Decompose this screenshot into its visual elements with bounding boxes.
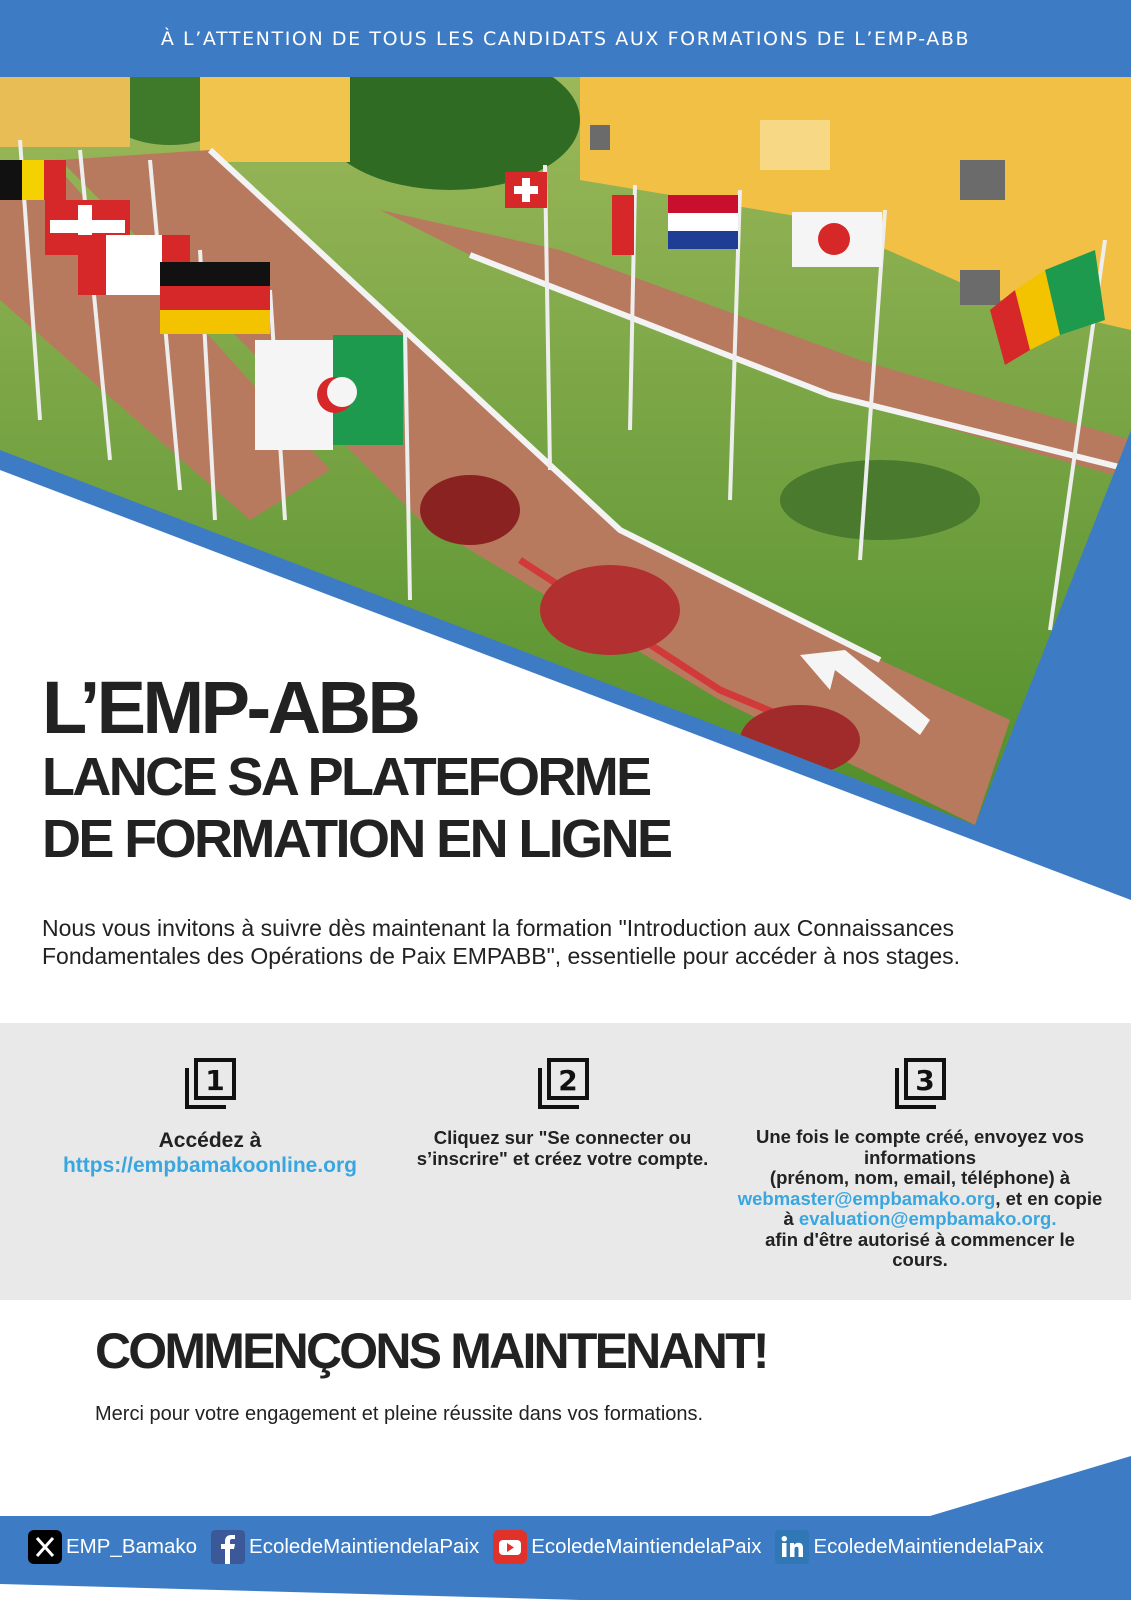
social-facebook[interactable] bbox=[211, 1530, 479, 1564]
social-x-handle: EMP_Bamako bbox=[66, 1535, 198, 1558]
webmaster-email-link[interactable]: webmaster@empbamako.org bbox=[737, 1187, 996, 1209]
step-number-1: 1 bbox=[205, 1064, 225, 1097]
facebook-icon bbox=[211, 1530, 245, 1564]
step-3 bbox=[735, 1057, 1105, 1271]
footer-background bbox=[0, 1450, 1131, 1600]
headline-line-2: LANCE SA PLATEFORME bbox=[42, 747, 650, 807]
social-x[interactable] bbox=[28, 1530, 197, 1564]
intro-paragraph bbox=[42, 914, 1102, 970]
social-facebook-handle: EcoledeMaintiendelaPaix bbox=[249, 1535, 480, 1558]
intro-line-2: Fondamentales des Opérations de Paix EMPABB", essentielle pour accéder à nos stages. bbox=[42, 943, 961, 969]
steps-section bbox=[0, 1023, 1131, 1300]
cta-title: COMMENÇONS MAINTENANT! bbox=[95, 1323, 767, 1379]
step-2-text: Cliquez sur "Se connecter ou s’inscrire" et créez votre compte. bbox=[416, 1127, 709, 1169]
filter-1-icon bbox=[183, 1057, 237, 1111]
headline bbox=[42, 666, 671, 870]
platform-link[interactable]: https://empbamakoonline.org bbox=[62, 1154, 358, 1177]
social-youtube[interactable] bbox=[493, 1530, 761, 1564]
social-youtube-handle: EcoledeMaintiendelaPaix bbox=[531, 1535, 762, 1558]
x-twitter-icon bbox=[28, 1530, 62, 1564]
intro-line-1: Nous vous invitons à suivre dès maintenant la formation "Introduction aux Connaissances bbox=[42, 915, 955, 941]
step-number-2: 2 bbox=[557, 1064, 578, 1097]
social-bar bbox=[28, 1530, 1058, 1564]
step-3-text-after: afin d'être autorisé à commencer le cours. bbox=[765, 1228, 1075, 1270]
top-banner bbox=[0, 0, 1131, 77]
filter-3-icon bbox=[893, 1057, 947, 1111]
step-3-text bbox=[735, 1127, 1105, 1271]
step-1-text: Accédez à bbox=[158, 1129, 262, 1152]
step-3-text-info: (prénom, nom, email, téléphone) à bbox=[769, 1167, 1071, 1188]
headline-line-1: L’EMP-ABB bbox=[42, 666, 418, 749]
cta-text: Merci pour votre engagement et pleine réussite dans vos formations. bbox=[95, 1403, 704, 1425]
step-number-3: 3 bbox=[915, 1064, 935, 1097]
youtube-icon bbox=[493, 1530, 527, 1564]
step-1 bbox=[35, 1057, 385, 1178]
linkedin-icon bbox=[775, 1530, 809, 1564]
filter-2-icon bbox=[536, 1057, 590, 1111]
step-3-text-before: Une fois le compte créé, envoyez vos informations bbox=[756, 1126, 1084, 1168]
headline-line-3: DE FORMATION EN LIGNE bbox=[42, 809, 671, 869]
step-3-text-middle: , et en copie à bbox=[783, 1187, 1103, 1229]
banner-text: À L’ATTENTION DE TOUS LES CANDIDATS AUX FORMATIONS DE L’EMP-ABB bbox=[160, 27, 971, 50]
evaluation-email-link[interactable]: evaluation@empbamako.org. bbox=[798, 1208, 1057, 1229]
social-linkedin-handle: EcoledeMaintiendelaPaix bbox=[813, 1535, 1044, 1558]
step-2 bbox=[410, 1057, 715, 1169]
social-linkedin[interactable] bbox=[775, 1530, 1043, 1564]
